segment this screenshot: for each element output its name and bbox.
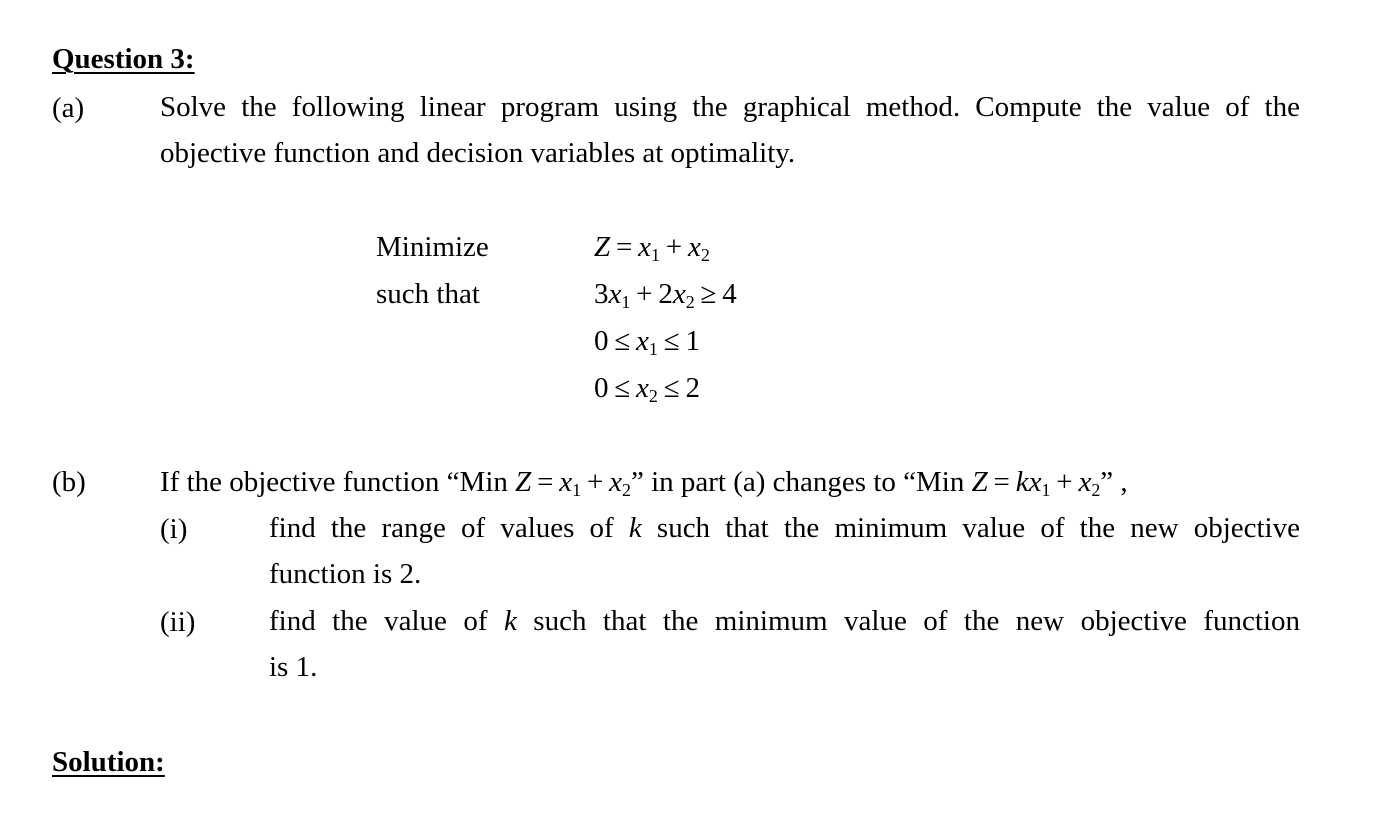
part-a-label: (a): [52, 92, 85, 124]
sub-i-line-2: function is 2.: [269, 558, 422, 590]
part-b-intro: If the objective function “Min $Z = x_1 + x_2$” in part (a) changes to “Min $Z = kx_1 + x_2$” ,: [160, 466, 1128, 501]
part-b-label: (b): [52, 466, 86, 498]
sub-i-line-1: find the range of values of k such that the minimum value of the new objective: [269, 512, 1300, 544]
sub-i-text: [269, 505, 1300, 597]
sub-i-label: (i): [160, 513, 188, 545]
solution-title: Solution:: [52, 746, 165, 778]
objective-function: $Z = x_1 + x_2$: [594, 231, 710, 266]
constraint-3: $0 \le x_2 \le 2$: [594, 372, 700, 407]
sub-ii-line-1: find the value of k such that the minimum value of the new objective function: [269, 605, 1300, 637]
part-a-text: [160, 84, 1300, 176]
sub-ii-label: (ii): [160, 606, 196, 638]
sub-ii-text: [269, 598, 1300, 690]
part-a-line-1: Solve the following linear program using the graphical method. Compute the value of the: [160, 91, 1300, 123]
such-that-label: such that: [376, 278, 480, 310]
constraint-1: $3x_1 + 2x_2 \ge 4$: [594, 278, 737, 313]
sub-ii-line-2: is 1.: [269, 651, 318, 683]
part-a-line-2: objective function and decision variables at optimality.: [160, 137, 796, 169]
constraint-2: $0 \le x_1 \le 1$: [594, 325, 700, 360]
minimize-label: Minimize: [376, 231, 489, 263]
question-title: Question 3:: [52, 43, 195, 75]
